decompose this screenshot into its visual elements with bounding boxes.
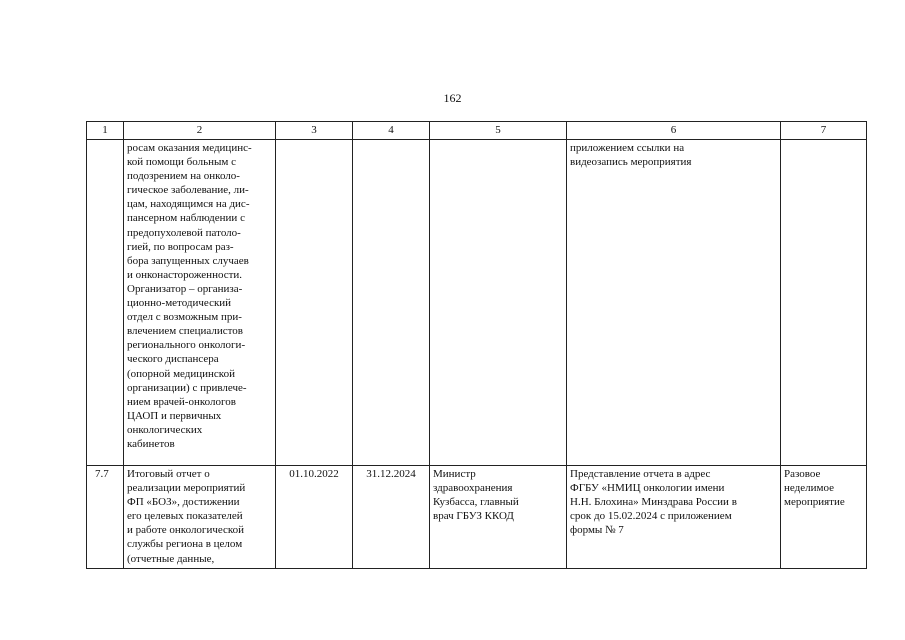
text-line: гическое заболевание, ли- bbox=[127, 184, 249, 197]
row-number: 7.7 bbox=[95, 468, 109, 480]
responsible-cell bbox=[430, 466, 567, 569]
continued-result-cell bbox=[567, 140, 781, 466]
text-line: службы региона в целом bbox=[127, 538, 243, 551]
row-number-cell bbox=[87, 466, 124, 569]
text-line: (отчетные данные, bbox=[127, 552, 215, 565]
text-line: Министр bbox=[433, 468, 476, 480]
text-line: росам оказания медицинс- bbox=[127, 142, 252, 154]
text-line: и онконастороженности. bbox=[127, 268, 243, 281]
text-line: (опорной медицинской bbox=[127, 367, 235, 380]
text-line: мероприятие bbox=[784, 496, 845, 509]
text-line: нием врачей-онкологов bbox=[127, 395, 236, 408]
text-line: врач ГБУЗ ККОД bbox=[433, 510, 514, 523]
text-line: формы № 7 bbox=[570, 524, 624, 537]
text-line: онкологических bbox=[127, 423, 203, 436]
text-line: кабинетов bbox=[127, 437, 175, 450]
text-line: срок до 15.02.2024 с приложением bbox=[570, 510, 732, 523]
page-number: 162 bbox=[443, 91, 462, 105]
header-cell-4: 4 bbox=[353, 122, 430, 140]
text-line: ЦАОП и первичных bbox=[127, 409, 222, 422]
text-line: регионального онкологи- bbox=[127, 339, 246, 352]
header-cell-6: 6 bbox=[567, 122, 781, 140]
text-line: отдел с возможным при- bbox=[127, 311, 242, 324]
text-line: ционно-методический bbox=[127, 297, 232, 310]
text-line: Кузбасса, главный bbox=[433, 496, 519, 509]
text-line: реализации мероприятий bbox=[127, 482, 246, 495]
result-cell bbox=[567, 466, 781, 569]
header-cell-2: 2 bbox=[124, 122, 276, 140]
text-line: кой помощи больным с bbox=[127, 156, 236, 169]
text-line: Разовое bbox=[784, 468, 821, 480]
text-line: подозрением на онколо- bbox=[127, 170, 240, 183]
text-line: пансерном наблюдении с bbox=[127, 212, 245, 225]
table-row-7-7 bbox=[87, 466, 867, 569]
text-line: и работе онкологической bbox=[127, 524, 245, 537]
text-line: неделимое bbox=[784, 482, 834, 495]
table-row-continued bbox=[87, 140, 867, 466]
header-cell-7: 7 bbox=[781, 122, 867, 140]
activities-table bbox=[86, 121, 867, 569]
start-date-cell: 01.10.2022 bbox=[276, 466, 353, 569]
header-cell-5: 5 bbox=[430, 122, 567, 140]
end-date-cell: 31.12.2024 bbox=[353, 466, 430, 569]
header-cell-3: 3 bbox=[276, 122, 353, 140]
text-line: организации) с привлече- bbox=[127, 381, 247, 394]
text-line: ческого диспансера bbox=[127, 353, 219, 366]
text-line: цам, находящимся на дис- bbox=[127, 198, 250, 211]
text-line: Н.Н. Блохина» Минздрава России в bbox=[570, 496, 737, 509]
continued-end-cell bbox=[353, 140, 430, 466]
text-line: Представление отчета в адрес bbox=[570, 468, 711, 480]
text-line: приложением ссылки на bbox=[570, 142, 685, 154]
text-line: предопухолевой патоло- bbox=[127, 226, 241, 239]
text-line: Организатор – организа- bbox=[127, 282, 243, 295]
continued-number-cell bbox=[87, 140, 124, 466]
row-description-cell bbox=[124, 466, 276, 569]
text-line: здравоохранения bbox=[433, 482, 513, 495]
text-line: бора запущенных случаев bbox=[127, 254, 249, 267]
text-line: видеозапись мероприятия bbox=[570, 156, 692, 169]
header-cell-1: 1 bbox=[87, 122, 124, 140]
continued-type-cell bbox=[781, 140, 867, 466]
text-line: его целевых показателей bbox=[127, 510, 243, 523]
text-line: гией, по вопросам раз- bbox=[127, 240, 234, 253]
text-line: ФП «БОЗ», достижении bbox=[127, 496, 240, 509]
text-line: Итоговый отчет о bbox=[127, 468, 210, 480]
continued-start-cell bbox=[276, 140, 353, 466]
text-line: ФГБУ «НМИЦ онкологии имени bbox=[570, 482, 725, 495]
table-header-row bbox=[87, 122, 867, 140]
event-type-cell bbox=[781, 466, 867, 569]
continued-responsible-cell bbox=[430, 140, 567, 466]
continued-description-cell bbox=[124, 140, 276, 466]
text-line: влечением специалистов bbox=[127, 325, 243, 338]
